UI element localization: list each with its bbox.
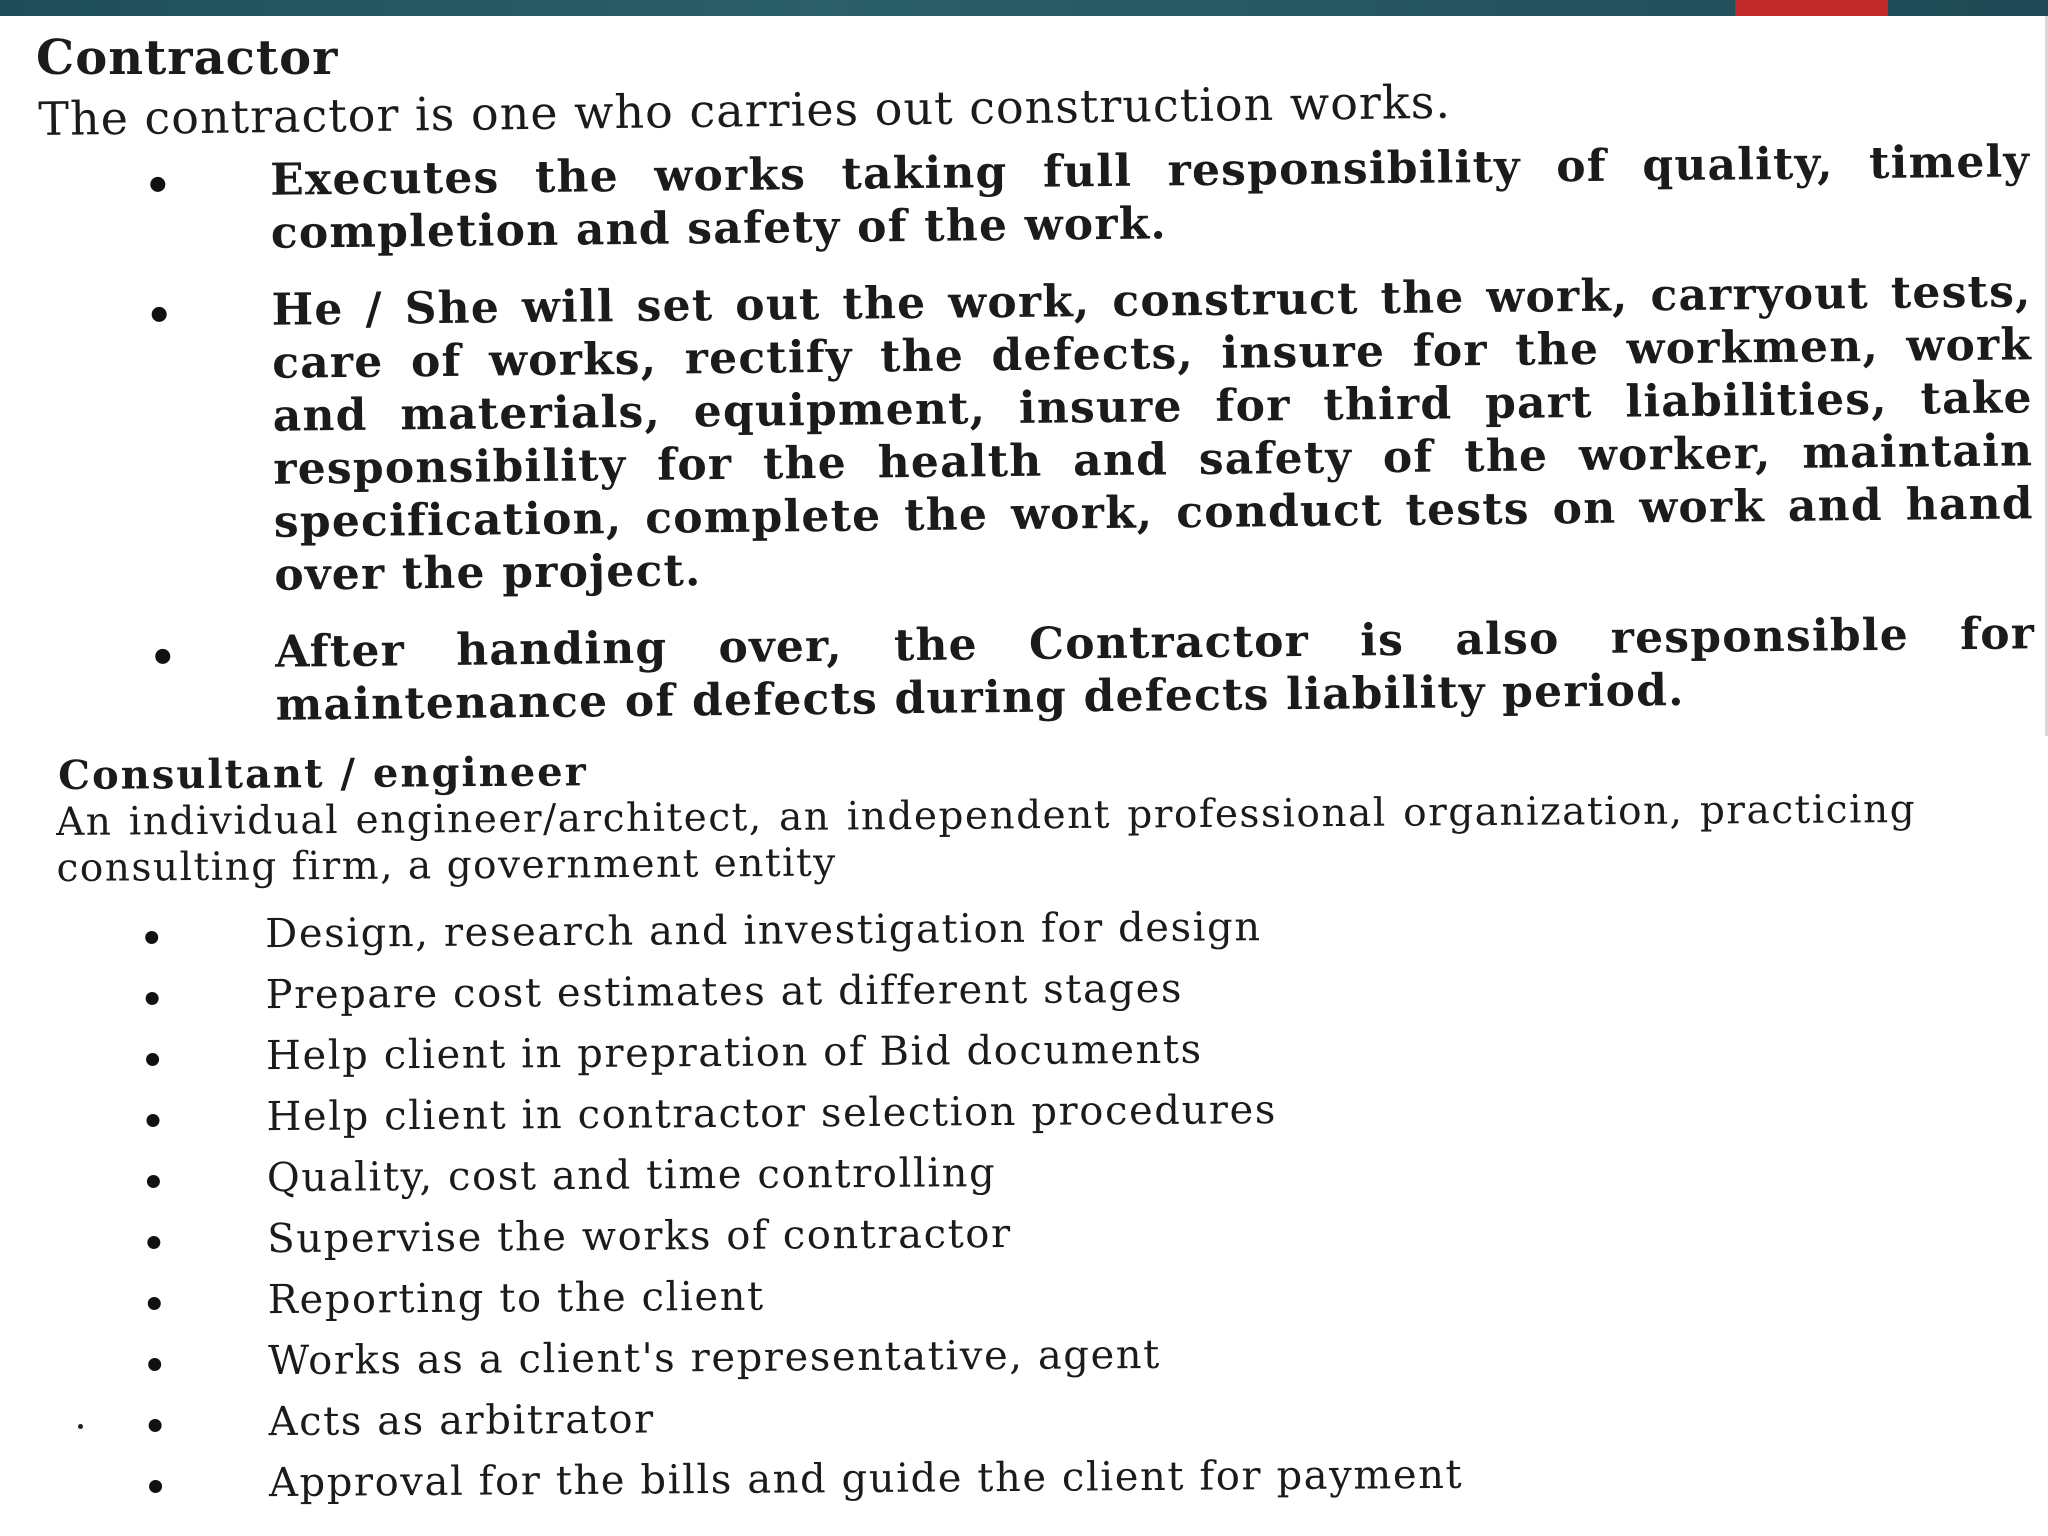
list-item [147,1138,1747,1210]
bullet-icon [148,1358,161,1371]
list-item-text: Help client in contractor selection procedures [266,1087,1278,1141]
list-item [146,1077,1746,1149]
bullet-icon [150,177,165,192]
bullet-icon [149,1419,162,1432]
bullet-icon [148,1297,161,1310]
bullet-icon [149,1480,162,1493]
list-item [150,135,2031,261]
list-item [151,265,2034,603]
consultant-definition: An individual engineer/architect, an independent professional organization, practicing consulting firm, a government entity [56,787,1917,891]
list-item-text: After handing over, the Contractor is also responsible for maintenance of defects during defects liability period. [274,608,2036,731]
contractor-heading: Contractor [36,30,339,86]
list-item [148,1321,1748,1393]
list-item-text: Reporting to the client [267,1273,765,1324]
stray-ink-mark [78,1424,83,1429]
list-item-text: Help client in prepration of Bid documents [265,1026,1203,1080]
list-item [149,1443,1749,1515]
contractor-duties-list [150,135,2036,757]
list-item [145,955,1745,1027]
list-item-text: Supervise the works of contractor [267,1210,1012,1263]
bullet-icon [146,1053,159,1066]
list-item-text: He / She will set out the work, construct the work, carryout tests, care of works, rectify the defects, insure for the workmen, work and materials, equipment, insure for third part liabilities, take responsibility for the health and safety of the worker, maintain specification, complete the work, conduct tests on work and hand over the project. [271,266,2035,601]
list-item [148,1382,1748,1454]
bullet-icon [147,1175,160,1188]
consultant-duties-list [145,894,1749,1515]
list-item-text: Acts as arbitrator [268,1396,655,1446]
list-item-text: Design, research and investigation for design [265,904,1262,958]
bullet-icon [152,307,167,322]
contractor-definition: The contractor is one who carries out construction works. [38,74,1452,146]
list-item [146,1016,1746,1088]
list-item-text: Approval for the bills and guide the client for payment [268,1451,1464,1507]
list-item [155,607,2036,733]
bullet-icon [146,992,159,1005]
bullet-icon [147,1236,160,1249]
list-item-text: Quality, cost and time controlling [266,1150,997,1202]
list-item-text: Executes the works taking full responsibility of quality, timely completion and safety of the work. [270,136,2031,259]
list-item [145,894,1745,966]
list-item [147,1199,1747,1271]
bullet-icon [146,1114,159,1127]
list-item [148,1260,1748,1332]
list-item-text: Prepare cost estimates at different stages [265,965,1184,1019]
bullet-icon [145,931,158,944]
consultant-heading: Consultant / engineer [58,748,588,799]
bullet-icon [155,649,170,664]
list-item-text: Works as a client's representative, agent [268,1331,1161,1385]
